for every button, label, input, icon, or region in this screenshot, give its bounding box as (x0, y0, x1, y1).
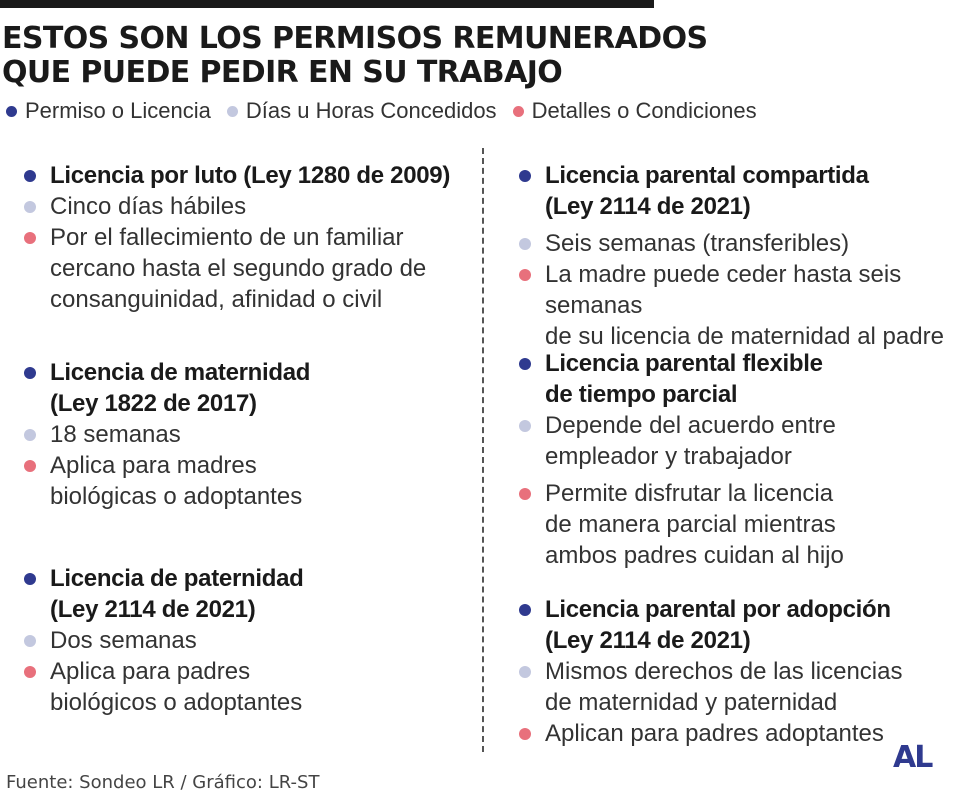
licencia-detail (519, 259, 949, 352)
permiso-dot-icon (24, 573, 36, 585)
dias-dot-icon (24, 635, 36, 647)
permiso-dot-icon (24, 367, 36, 379)
permiso-dot-icon (24, 170, 36, 182)
licencia-days-text: Depende del acuerdo entre empleador y trabajador (545, 412, 836, 470)
licencia-name (519, 348, 844, 410)
licencia-name-text: Licencia parental flexible de tiempo parcial (545, 350, 823, 408)
legend-item-dias (227, 98, 497, 124)
licencia-detail (24, 450, 310, 512)
licencia-detail (24, 222, 450, 315)
licencia-detail (24, 656, 303, 718)
licencia-detail-text: Por el fallecimiento de un familiar cercano hasta el segundo grado de consanguinidad, afinidad o civil (50, 224, 427, 313)
licencia-days-text: Dos semanas (50, 627, 197, 654)
source-footer: Fuente: Sondeo LR / Gráfico: LR-ST (6, 772, 320, 793)
dias-dot-icon (519, 420, 531, 432)
licencia-name-text: Licencia parental por adopción (Ley 2114 de 2021) (545, 596, 891, 654)
licencia-card-luto (24, 160, 450, 315)
licencia-detail-text: Aplica para padres biológicos o adoptantes (50, 658, 303, 716)
top-accent-bar (0, 0, 654, 8)
column-divider (482, 148, 484, 752)
legend-label: Detalles o Condiciones (531, 98, 757, 123)
licencia-detail-text: La madre puede ceder hasta seis semanas de su licencia de maternidad al padre (545, 261, 944, 350)
detalles-dot-icon (24, 232, 36, 244)
licencia-name (519, 160, 949, 222)
licencia-card-compartida (519, 160, 949, 352)
detalles-dot-icon (519, 728, 531, 740)
licencia-days (24, 191, 450, 222)
licencia-name (24, 563, 303, 625)
permiso-dot-icon (6, 106, 17, 117)
licencia-detail (519, 718, 902, 749)
legend-item-detalles (513, 98, 757, 124)
legend-label: Días u Horas Concedidos (245, 98, 497, 123)
licencia-detail (519, 478, 844, 571)
legend-item-permiso (6, 98, 211, 124)
dias-dot-icon (24, 429, 36, 441)
detalles-dot-icon (24, 460, 36, 472)
legend-label: Permiso o Licencia (25, 98, 211, 123)
legend (6, 98, 773, 124)
licencia-detail-text: Permite disfrutar la licencia de manera parcial mientras ambos padres cuidan al hijo (545, 480, 844, 569)
detalles-dot-icon (519, 269, 531, 281)
licencia-days-text: Mismos derechos de las licencias de maternidad y paternidad (545, 658, 903, 716)
licencia-name-text: Licencia parental compartida (Ley 2114 de 2021) (545, 162, 869, 220)
licencia-days-text: Seis semanas (transferibles) (545, 230, 850, 257)
licencia-days (519, 228, 949, 259)
licencia-name (519, 594, 902, 656)
licencia-days (519, 656, 902, 718)
licencia-card-adopcion (519, 594, 902, 749)
al-logo: AL (893, 740, 932, 775)
licencia-name (24, 160, 450, 191)
licencia-name-text: Licencia de paternidad (Ley 2114 de 2021) (50, 565, 304, 623)
licencia-days-text: 18 semanas (50, 421, 181, 448)
licencia-card-paternidad (24, 563, 303, 718)
licencia-days-text: Cinco días hábiles (50, 193, 247, 220)
licencia-days (24, 625, 303, 656)
permiso-dot-icon (519, 604, 531, 616)
licencia-card-flexible (519, 348, 844, 571)
detalles-dot-icon (519, 488, 531, 500)
licencia-detail-text: Aplica para madres biológicas o adoptantes (50, 452, 303, 510)
detalles-dot-icon (513, 106, 524, 117)
title-line-1: ESTOS SON LOS PERMISOS REMUNERADOS (2, 21, 708, 56)
detalles-dot-icon (24, 666, 36, 678)
permiso-dot-icon (519, 358, 531, 370)
licencia-name-text: Licencia por luto (Ley 1280 de 2009) (50, 162, 451, 189)
licencia-name (24, 357, 310, 419)
licencia-detail-text: Aplican para padres adoptantes (545, 720, 884, 747)
dias-dot-icon (227, 106, 238, 117)
title-line-2: QUE PUEDE PEDIR EN SU TRABAJO (2, 55, 563, 90)
infographic-title (2, 22, 707, 90)
permiso-dot-icon (519, 170, 531, 182)
dias-dot-icon (24, 201, 36, 213)
dias-dot-icon (519, 238, 531, 250)
licencia-days (24, 419, 310, 450)
licencia-name-text: Licencia de maternidad (Ley 1822 de 2017) (50, 359, 311, 417)
licencia-days (519, 410, 844, 472)
licencia-card-maternidad (24, 357, 310, 512)
dias-dot-icon (519, 666, 531, 678)
